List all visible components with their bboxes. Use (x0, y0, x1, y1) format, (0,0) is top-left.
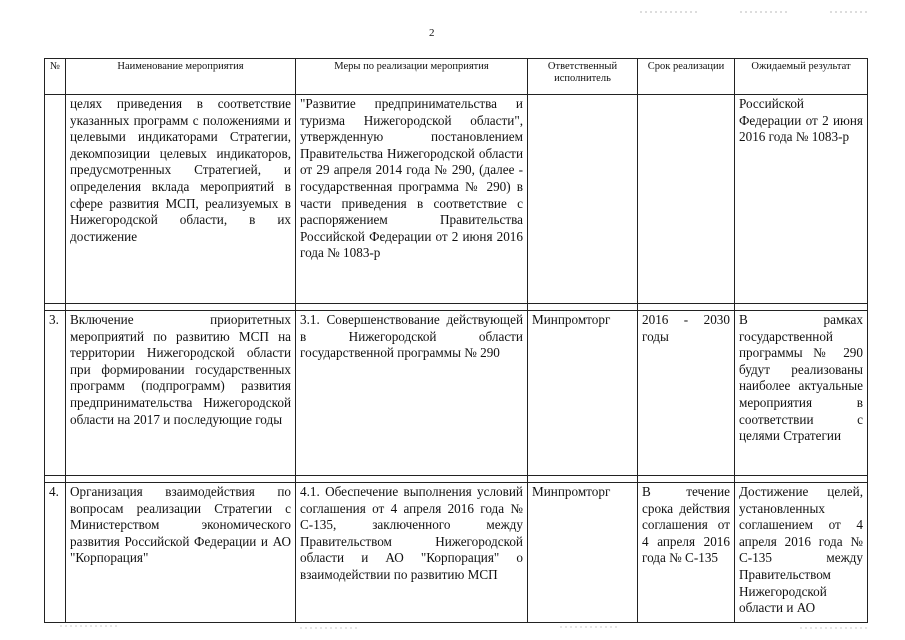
header-number: № (45, 59, 66, 95)
header-responsible: Ответственный исполнитель (528, 59, 638, 95)
header-term: Срок реализации (638, 59, 735, 95)
table-row (45, 311, 868, 476)
row-number (45, 95, 66, 304)
row-gap (45, 304, 868, 311)
measures-cell: 4.1. Обеспечение выполнения условий соглашения от 4 апреля 2016 года № С-135, заключенного между Правительством Нижегородской области и АО "Корпорация" о взаимодействии по развитию МСП (296, 483, 528, 623)
table-row (45, 483, 868, 623)
result-cell: В рамках государственной программы № 290 будут реализованы наиболее актуальные мероприятия в соответствии с целями Стратегии (735, 311, 868, 476)
term-cell: 2016 - 2030 годы (638, 311, 735, 476)
page-number: 2 (429, 27, 435, 39)
header-measures: Меры по реализации мероприятия (296, 59, 528, 95)
responsible-cell: Минпромторг (528, 311, 638, 476)
event-name-cell: Включение приоритетных мероприятий по развитию МСП на территории Нижегородской области при формировании государственных программ (подпрограмм) развития предпринимательства Нижегородской области на 2017 и последующие годы (66, 311, 296, 476)
responsible-cell: Минпромторг (528, 483, 638, 623)
table-header-row (45, 59, 868, 95)
measures-table (44, 58, 868, 623)
table-row (45, 95, 868, 304)
row-number: 4. (45, 483, 66, 623)
row-number: 3. (45, 311, 66, 476)
event-name-cell: Организация взаимодействия по вопросам реализации Стратегии с Министерством экономического развития Российской Федерации и АО "Корпорация" (66, 483, 296, 623)
result-cell: Российской Федерации от 2 июня 2016 года № 1083-р (735, 95, 868, 304)
header-expected-result: Ожидаемый результат (735, 59, 868, 95)
event-name-cell: целях приведения в соответствие указанных программ с положениями и целевыми индикаторами Стратегии, декомпозиции целевых индикаторов, предусмотренных Стратегией, и определения вклада мероприятий в сфере развития МСП, реализуемых в Нижегородской области, в их достижение (66, 95, 296, 304)
term-cell: В течение срока действия соглашения от 4 апреля 2016 года № С-135 (638, 483, 735, 623)
result-cell: Достижение целей, установленных соглашением от 4 апреля 2016 года № С-135 между Правительством Нижегородской области и АО (735, 483, 868, 623)
header-event-name: Наименование мероприятия (66, 59, 296, 95)
measures-cell: "Развитие предпринимательства и туризма Нижегородской области", утвержденную постановлением Правительства Нижегородской области от 29 апреля 2014 года № 290, (далее - государственная программа № 290) в части приведения в соответствие с распоряжением Правительства Российской Федерации от 2 июня 2016 года № 1083-р (296, 95, 528, 304)
row-gap (45, 476, 868, 483)
measures-cell: 3.1. Совершенствование действующей в Нижегородской области государственной программы № 290 (296, 311, 528, 476)
term-cell (638, 95, 735, 304)
responsible-cell (528, 95, 638, 304)
